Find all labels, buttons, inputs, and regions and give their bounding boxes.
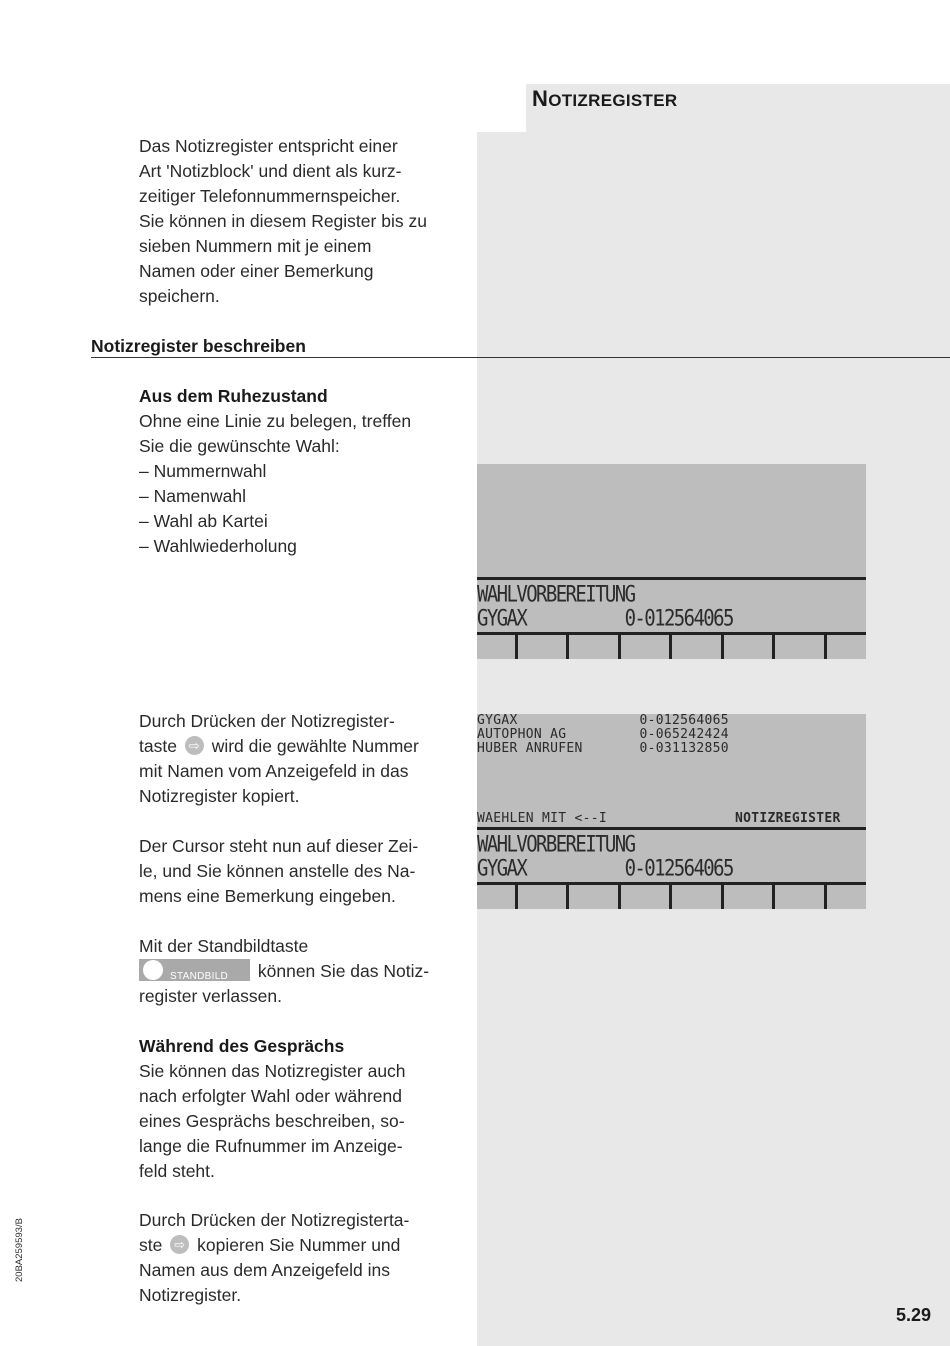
- idle-heading: Aus dem Ruhezustand: [139, 386, 328, 406]
- lcd-status-left: WAEHLEN MIT <--I: [477, 811, 608, 826]
- lcd-line-2: GYGAX 0-012564065: [477, 606, 733, 632]
- press-block: Durch Drücken der Notizregister- taste ⇨ wird die gewählte Nummer mit Namen vom Anzeigefeld in das Notizregister kopiert.: [139, 709, 459, 809]
- lcd-display-preparation: [477, 464, 866, 659]
- lcd-display-notizregister: [477, 714, 866, 909]
- cursor-block: Der Cursor steht nun auf dieser Zei- le, und Sie können anstelle des Na- mens eine Bemerkung eingeben.: [139, 836, 419, 906]
- final-block: Durch Drücken der Notizregisterta- ste ⇨ kopieren Sie Nummer und Namen aus dem Anzeigefeld ins Notizregister.: [139, 1208, 459, 1308]
- section-heading: Notizregister beschreiben: [91, 336, 306, 356]
- lcd-status-right: NOTIZREGISTER: [735, 811, 841, 826]
- lcd-line-1: WAHLVORBEREITUNG: [477, 582, 635, 608]
- section-divider: [91, 357, 950, 358]
- page-number: 5.29: [896, 1305, 932, 1325]
- idle-block: Aus dem Ruhezustand Ohne eine Linie zu belegen, treffen Sie die gewünschte Wahl: – Nummernwahl – Namenwahl – Wahl ab Kartei – Wahlwiederholung: [139, 384, 459, 559]
- notizregister-key-icon: [185, 736, 204, 755]
- document-code: 20BA259593/B: [14, 1218, 25, 1282]
- register-row: HUBER ANRUFEN 0-031132850: [477, 741, 729, 756]
- intro-paragraph: Das Notizregister entspricht einer Art 'Notizblock' und dient als kurz- zeitiger Telefonnummernspeicher. Sie können in diesem Register bis zu sieben Nummern mit je einem Namen oder einer Bemerkung speichern.: [139, 136, 427, 306]
- call-block: Während des Gesprächs Sie können das Notizregister auch nach erfolgter Wahl oder während eines Gesprächs beschreiben, so- lange die Rufnummer im Anzeige- feld steht.: [139, 1034, 459, 1184]
- standbild-block: Mit der Standbildtaste STANDBILD können Sie das Notiz- register verlassen.: [139, 936, 430, 1006]
- standbild-key-icon: STANDBILD: [139, 959, 250, 981]
- softkey-row: [477, 885, 866, 909]
- register-row: GYGAX 0-012564065: [477, 713, 729, 728]
- softkey-row: [477, 635, 866, 659]
- lcd-line-2: GYGAX 0-012564065: [477, 856, 733, 882]
- lcd-line-1: WAHLVORBEREITUNG: [477, 832, 635, 858]
- call-heading: Während des Gesprächs: [139, 1036, 345, 1056]
- page-title: NOTIZREGISTER: [532, 86, 678, 111]
- register-row: AUTOPHON AG 0-065242424: [477, 727, 729, 742]
- notizregister-key-icon: [170, 1235, 189, 1254]
